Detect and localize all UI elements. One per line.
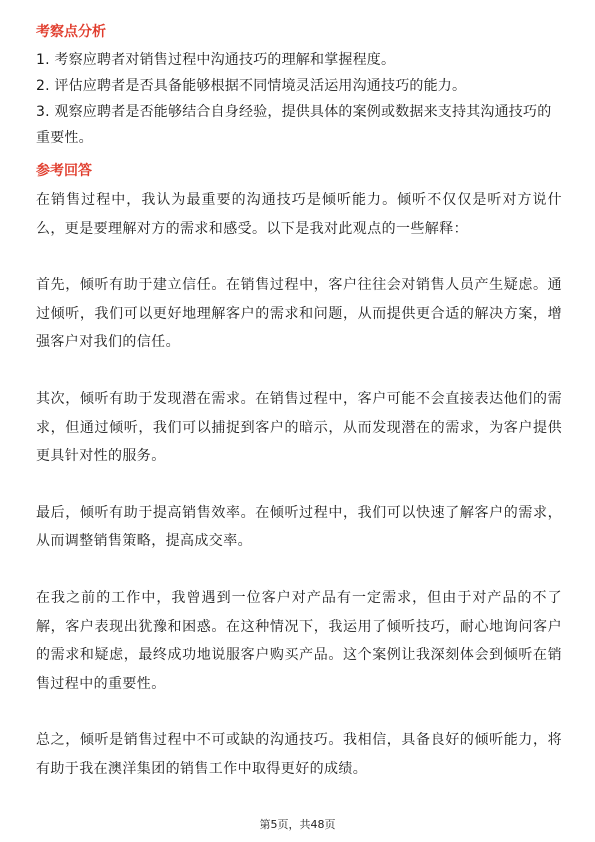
answer-paragraph-1: 在销售过程中，我认为最重要的沟通技巧是倾听能力。倾听不仅仅是听对方说什么，更是要理解对方的需求和感受。以下是我对此观点的一些解释： <box>36 192 562 237</box>
answer-paragraph-6: 总之，倾听是销售过程中不可或缺的沟通技巧。我相信，具备良好的倾听能力，将有助于我在澳洋集团的销售工作中取得更好的成绩。 <box>36 732 562 777</box>
answer-paragraph-2: 首先，倾听有助于建立信任。在销售过程中，客户往往会对销售人员产生疑虑。通过倾听，我们可以更好地理解客户的需求和问题，从而提供更合适的解决方案，增强客户对我们的信任。 <box>36 277 562 351</box>
answer-paragraph-4: 最后，倾听有助于提高销售效率。在倾听过程中，我们可以快速了解客户的需求，从而调整销售策略，提高成交率。 <box>36 504 562 550</box>
analysis-item-2: 2. 评估应聘者是否具备能够根据不同情境灵活运用沟通技巧的能力。 <box>36 78 467 94</box>
page-number-footer: 第5页，共48页 <box>259 818 336 831</box>
analysis-item-3: 3. 观察应聘者是否能够结合自身经验，提供具体的案例或数据来支持其沟通技巧的重要性。 <box>36 104 552 146</box>
answer-paragraph-5: 在我之前的工作中，我曾遇到一位客户对产品有一定需求，但由于对产品的不了解，客户表现出犹豫和困惑。在这种情况下，我运用了倾听技巧，耐心地询问客户的需求和疑虑，最终成功地说服客户购买产品。这个案例让我深刻体会到倾听在销售过程中的重要性。 <box>36 589 562 692</box>
analysis-section-title: 考察点分析 <box>36 24 106 40</box>
analysis-item-1: 1. 考察应聘者对销售过程中沟通技巧的理解和掌握程度。 <box>36 52 396 68</box>
page-content <box>36 22 562 784</box>
answer-body <box>36 186 562 784</box>
analysis-list <box>36 47 562 151</box>
answer-section-title: 参考回答 <box>36 163 92 179</box>
answer-paragraph-3: 其次，倾听有助于发现潜在需求。在销售过程中，客户可能不会直接表达他们的需求，但通过倾听，我们可以捕捉到客户的暗示，从而发现潜在的需求，为客户提供更具针对性的服务。 <box>36 390 562 465</box>
